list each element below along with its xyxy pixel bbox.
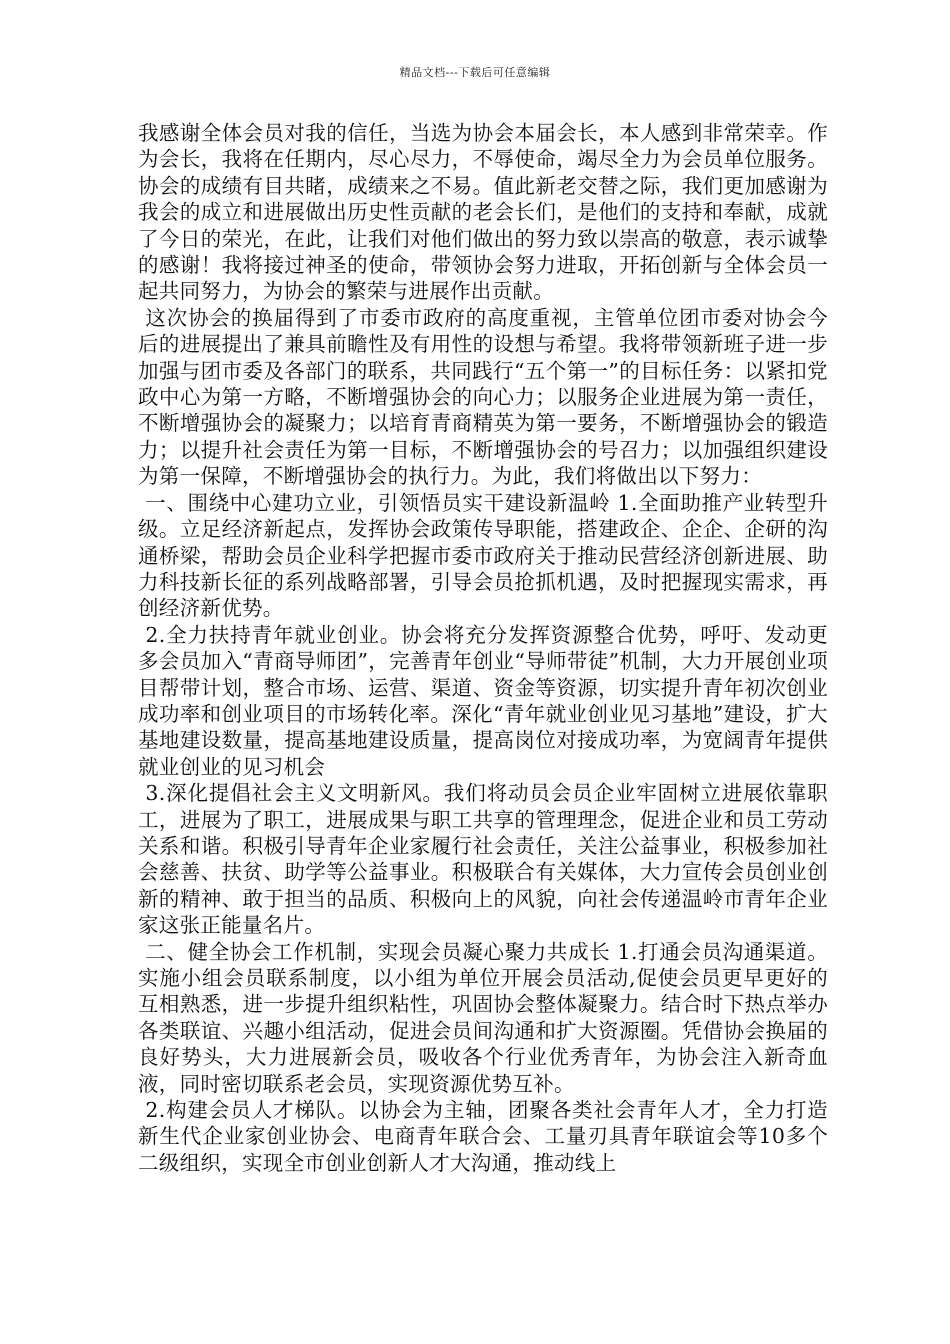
paragraph-section-one-item-3: 3.深化提倡社会主义文明新风。我们将动员会员企业牢固树立进展依靠职工，进展为了职工，进展成果与职工共享的管理理念，促进企业和员工劳动关系和谐。积极引导青年企业家履行社会责任，关注公益事业，积极参加社会慈善、扶贫、助学等公益事业。积极联合有关媒体，大力宣传会员创业创新的精神、敢于担当的品质、积极向上的风貌，向社会传递温岭市青年企业家这张正能量名片。: [138, 781, 828, 938]
paragraph-section-one-item-1: 一、围绕中心建功立业，引领悟员实干建设新温岭 1.全面助推产业转型升级。立足经济新起点，发挥协会政策传导职能，搭建政企、企企、企研的沟通桥梁，帮助会员企业科学把握市委市政府关于推动民营经济创新进展、助力科技新长征的系列战略部署，引导会员抢抓机遇，及时把握现实需求，再创经济新优势。: [138, 490, 828, 621]
paragraph-section-two-item-2: 2.构建会员人才梯队。以协会为主轴，团聚各类社会青年人才，全力打造新生代企业家创业协会、电商青年联合会、工量刃具青年联谊会等10多个二级组织，实现全市创业创新人才大沟通，推动线上: [138, 1098, 828, 1175]
document-body: [138, 120, 828, 1176]
paragraph-section-two-item-1: 二、健全协会工作机制，实现会员凝心聚力共成长 1.打通会员沟通渠道。实施小组会员联系制度，以小组为单位开展会员活动,促使会员更早更好的互相熟悉，进一步提升组织粘性，巩固协会整体凝聚力。结合时下热点举办各类联谊、兴趣小组活动，促进会员间沟通和扩大资源圈。凭借协会换届的良好势头，大力进展新会员，吸收各个行业优秀青年，为协会注入新奇血液，同时密切联系老会员，实现资源优势互补。: [138, 939, 828, 1096]
paragraph-section-one-item-2: 2.全力扶持青年就业创业。协会将充分发挥资源整合优势，呼吁、发动更多会员加入“青商导师团”，完善青年创业“导师带徒”机制，大力开展创业项目帮带计划，整合市场、运营、渠道、资金等资源，切实提升青年初次创业成功率和创业项目的市场转化率。深化“青年就业创业见习基地”建设，扩大基地建设数量，提高基地建设质量，提高岗位对接成功率，为宽阔青年提供就业创业的见习机会: [138, 622, 828, 779]
page-header: 精品文档---下载后可任意编辑: [399, 66, 551, 79]
paragraph-five-firsts: 这次协会的换届得到了市委市政府的高度重视，主管单位团市委对协会今后的进展提出了兼具前瞻性及有用性的设想与希望。我将带领新班子进一步加强与团市委及各部门的联系，共同践行“五个第一”的目标任务：以紧扣党政中心为第一方略，不断增强协会的向心力；以服务企业进展为第一责任，不断增强协会的凝聚力；以培育青商精英为第一要务，不断增强协会的锻造力；以提升社会责任为第一目标，不断增强协会的号召力；以加强组织建设为第一保障，不断增强协会的执行力。为此，我们将做出以下努力：: [138, 305, 828, 489]
paragraph-acceptance: 我感谢全体会员对我的信任，当选为协会本届会长，本人感到非常荣幸。作为会长，我将在任期内，尽心尽力，不辱使命，竭尽全力为会员单位服务。协会的成绩有目共睹，成绩来之不易。值此新老交替之际，我们更加感谢为我会的成立和进展做出历史性贡献的老会长们，是他们的支持和奉献，成就了今日的荣光，在此，让我们对他们做出的努力致以崇高的敬意，表示诚挚的感谢！我将接过神圣的使命，带领协会努力进取，开拓创新与全体会员一起共同努力，为协会的繁荣与进展作出贡献。: [138, 121, 828, 304]
